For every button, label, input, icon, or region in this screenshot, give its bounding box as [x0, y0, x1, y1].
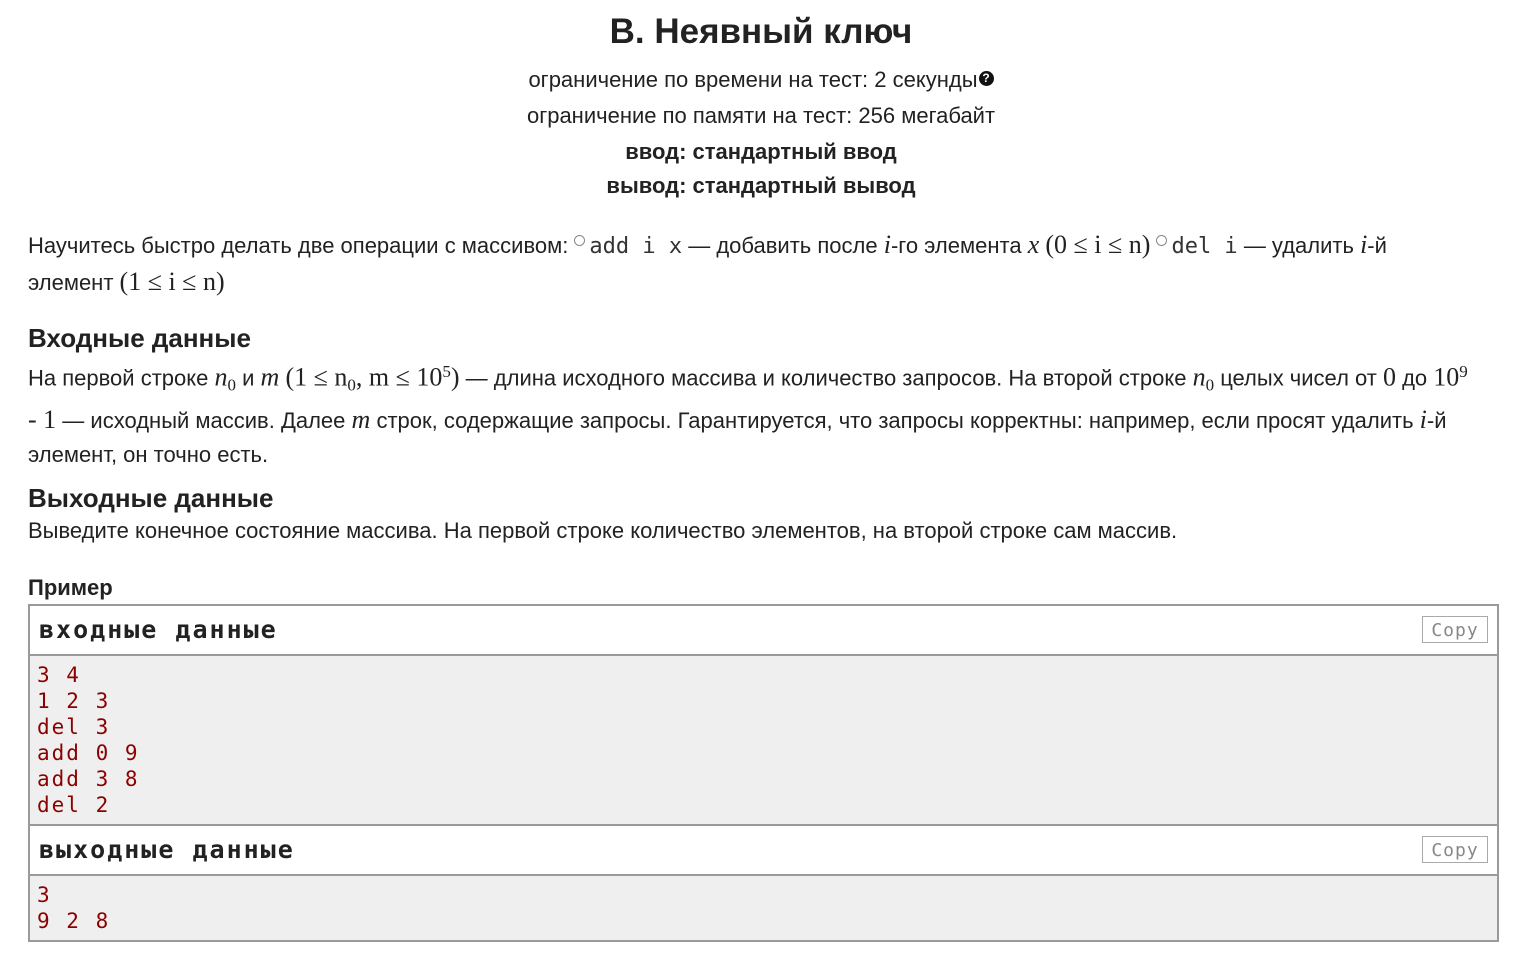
- time-limit: [0, 67, 1522, 93]
- sample-line: add 3 8: [37, 767, 140, 791]
- op-add-code: add i x: [589, 234, 683, 259]
- output-section-text: Выведите конечное состояние массива. На первой строке количество элементов, на второй строке сам массив.: [28, 518, 1178, 543]
- bullet-icon: [574, 235, 585, 246]
- sample-line: 1 2 3: [37, 689, 111, 713]
- sample-line: 9 2 8: [37, 909, 111, 933]
- sample-line: del 2: [37, 793, 111, 817]
- sample-line: 3: [37, 883, 52, 907]
- output-section-title: Выходные данные: [28, 483, 274, 513]
- input-section-text: На первой строке $n_0$ и m ($1 \le n_0$, $m \le 10^5$) — длина исходного массива и количество запросов. На второй строке $n_0$ целых чисел от 0 до $10^9 - 1$ — исходный массив. Далее m строк, содержащие запросы. Гарантируется, что запросы корректны: например, если просят удалить i-й элемент, он точно есть.: [28, 362, 1468, 467]
- memory-limit: ограничение по памяти на тест: 256 мегабайт: [526, 103, 996, 128]
- sample-input: [28, 604, 1499, 826]
- sample-output-header: [30, 824, 1497, 876]
- bullet-icon: [1156, 235, 1167, 246]
- sample-output-title: выходные данные: [39, 835, 295, 864]
- copy-output-button[interactable]: Copy: [1422, 836, 1488, 863]
- help-icon[interactable]: ?: [979, 71, 994, 86]
- problem-statement: Научитесь быстро делать две операции с массивом: add i x — добавить после i-го элемента x (0 ≤ i ≤ n) del i — удалить i-й элемент (1 ≤ i ≤ n): [28, 230, 1387, 296]
- copy-input-button[interactable]: Copy: [1422, 616, 1488, 643]
- sample-line: add 0 9: [37, 741, 140, 765]
- problem-title: B. Неявный ключ: [609, 12, 913, 51]
- sample-line: 3 4: [37, 663, 81, 687]
- output-source: вывод: стандартный вывод: [606, 173, 916, 198]
- sample-output-body[interactable]: [30, 876, 1497, 940]
- sample-input-title: входные данные: [39, 615, 278, 644]
- input-source: ввод: стандартный ввод: [625, 139, 897, 164]
- sample-input-header: [30, 606, 1497, 656]
- example-label: Пример: [28, 575, 113, 600]
- op-del-code: del i: [1171, 234, 1238, 259]
- input-section-title: Входные данные: [28, 323, 251, 353]
- sample-input-body[interactable]: [30, 656, 1497, 824]
- sample-line: del 3: [37, 715, 111, 739]
- time-limit-text: ограничение по времени на тест: 2 секунды: [528, 67, 978, 92]
- sample-output: [28, 824, 1499, 942]
